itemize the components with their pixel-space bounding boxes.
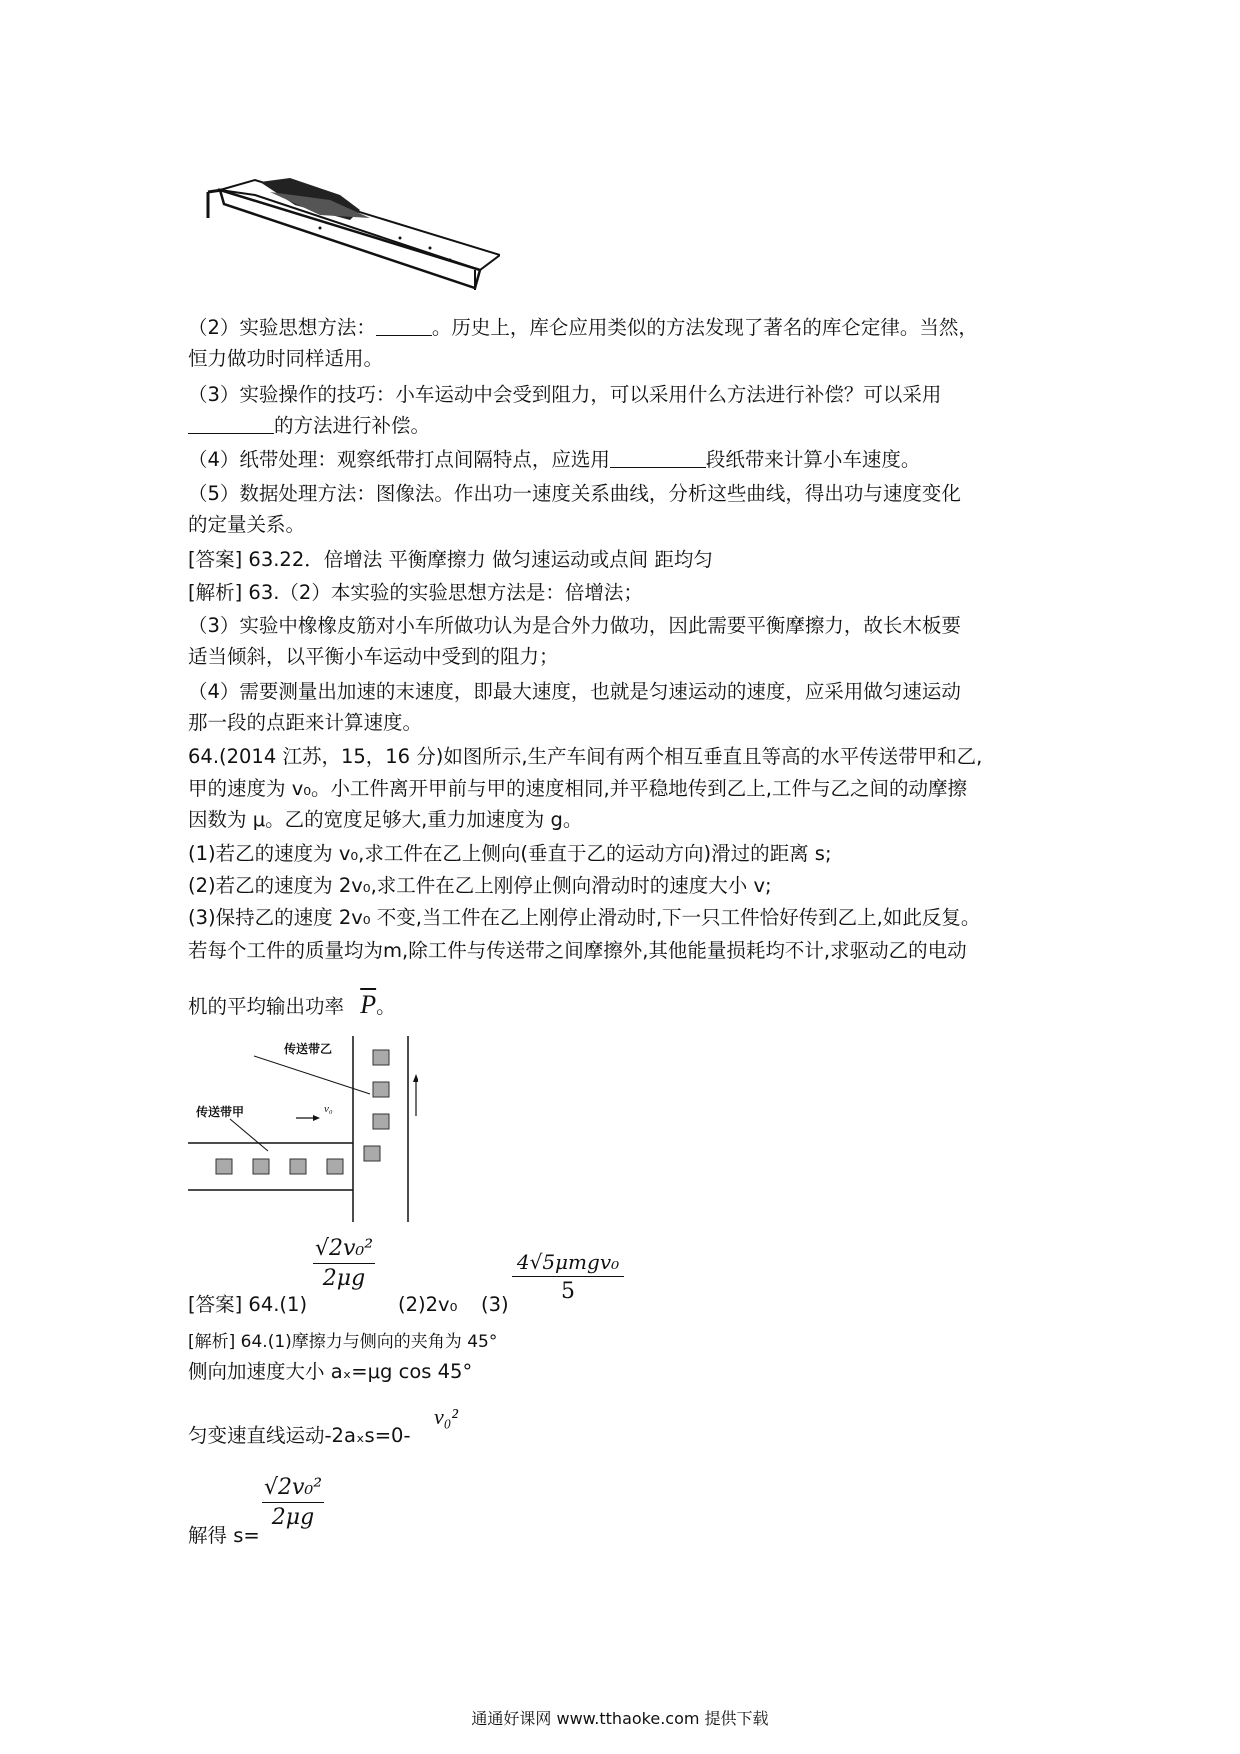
denominator: 2μg (313, 1263, 375, 1291)
text-line: 恒力做功时同样适用。 (188, 347, 384, 370)
text-line: 解得 s= (188, 1524, 260, 1547)
denominator: 2μg (262, 1502, 324, 1530)
text-line: （3）实验中橡橡皮筋对小车所做功认为是合外力做功，因此需要平衡摩擦力，故长木板要 (188, 614, 961, 637)
analysis-63: [解析] 63.（2）本实验的实验思想方法是：倍增法； (188, 581, 643, 604)
text-line: 因数为 μ。乙的宽度足够大,重力加速度为 g。 (188, 808, 583, 831)
text-line: (3)保持乙的速度 2v₀ 不变,当工件在乙上刚停止滑动时,下一只工件恰好传到乙上,如此反复。 (188, 906, 981, 929)
answer-64-lead: [答案] 64.(1) (188, 1293, 308, 1316)
answer-blank[interactable] (376, 317, 432, 336)
q2-line: （2）实验思想方法： 。历史上，库仑应用类似的方法发现了著名的库仑定律。当然， (188, 316, 978, 339)
text-line: 匀变速直线运动-2aₓs=0- (188, 1424, 411, 1447)
question-64: 64.(2014 江苏，15，16 分)如图所示,生产车间有两个相互垂直且等高的水平传送带甲和乙, (188, 745, 983, 768)
belt-b-label: 传送带乙 (284, 1042, 333, 1056)
analysis-64: [解析] 64.(1)摩擦力与侧向的夹角为 45° (188, 1332, 498, 1352)
fraction-1 (313, 1236, 375, 1291)
answer-blank[interactable] (610, 449, 706, 468)
text-line: 侧向加速度大小 aₓ=μg cos 45° (188, 1360, 473, 1383)
text-line: （4）需要测量出加速的末速度，即最大速度，也就是匀速运动的速度，应采用做匀速运动 (188, 680, 961, 703)
answer-64-part2: (2)2v₀ (398, 1293, 458, 1316)
answer-63: [答案] 63.22．倍增法 平衡摩擦力 做匀速运动或点间 距均匀 (188, 548, 713, 571)
numerator: √2v₀² (314, 1236, 374, 1261)
footer: 通通好课网 www.tthaoke.com 提供下载 (471, 1709, 769, 1728)
fraction-s (262, 1475, 324, 1530)
text-line: （3）实验操作的技巧：小车运动中会受到阻力，可以采用什么方法进行补偿？可以采用 (188, 383, 942, 406)
v0-squared: v₀² (434, 1404, 459, 1429)
text-line: (2)若乙的速度为 2v₀,求工件在乙上刚停止侧向滑动时的速度大小 v; (188, 874, 772, 897)
belt-a-label: 传送带甲 (196, 1105, 245, 1119)
denominator: 5 (512, 1276, 624, 1304)
q3-line-2: 的方法进行补偿。 (188, 414, 430, 438)
apparatus-sketch (200, 170, 500, 300)
text-line: 的定量关系。 (188, 513, 306, 536)
text-line: 甲的速度为 v₀。小工件离开甲前与甲的速度相同,并平稳地传到乙上,工件与乙之间的动摩擦 (188, 777, 967, 800)
numerator: √2v₀² (263, 1475, 323, 1500)
text-line: （5）数据处理方法：图像法。作出功一速度关系曲线，分析这些曲线，得出功与速度变化 (188, 482, 961, 505)
average-power-symbol: $\overline{P}$ (360, 990, 377, 1019)
text-line: 若每个工件的质量均为m,除工件与传送带之间摩擦外,其他能量损耗均不计,求驱动乙的电动 (188, 939, 967, 962)
numerator: 4√5μmgv₀ (516, 1250, 620, 1274)
v0-label: v₀ (324, 1103, 333, 1115)
text-line: 适当倾斜，以平衡小车运动中受到的阻力； (188, 645, 559, 668)
power-line: 机的平均输出功率 $\overline{P}$。 (188, 990, 396, 1019)
text-line: (1)若乙的速度为 v₀,求工件在乙上侧向(垂直于乙的运动方向)滑过的距离 s; (188, 842, 832, 865)
q4-line: （4）纸带处理：观察纸带打点间隔特点，应选用 段纸带来计算小车速度。 (188, 448, 921, 471)
answer-blank[interactable] (188, 415, 274, 434)
text-line: 那一段的点距来计算速度。 (188, 711, 423, 734)
answer-64-part3: (3) (481, 1293, 509, 1316)
fraction-3 (512, 1250, 624, 1304)
conveyor-diagram (188, 1036, 418, 1226)
